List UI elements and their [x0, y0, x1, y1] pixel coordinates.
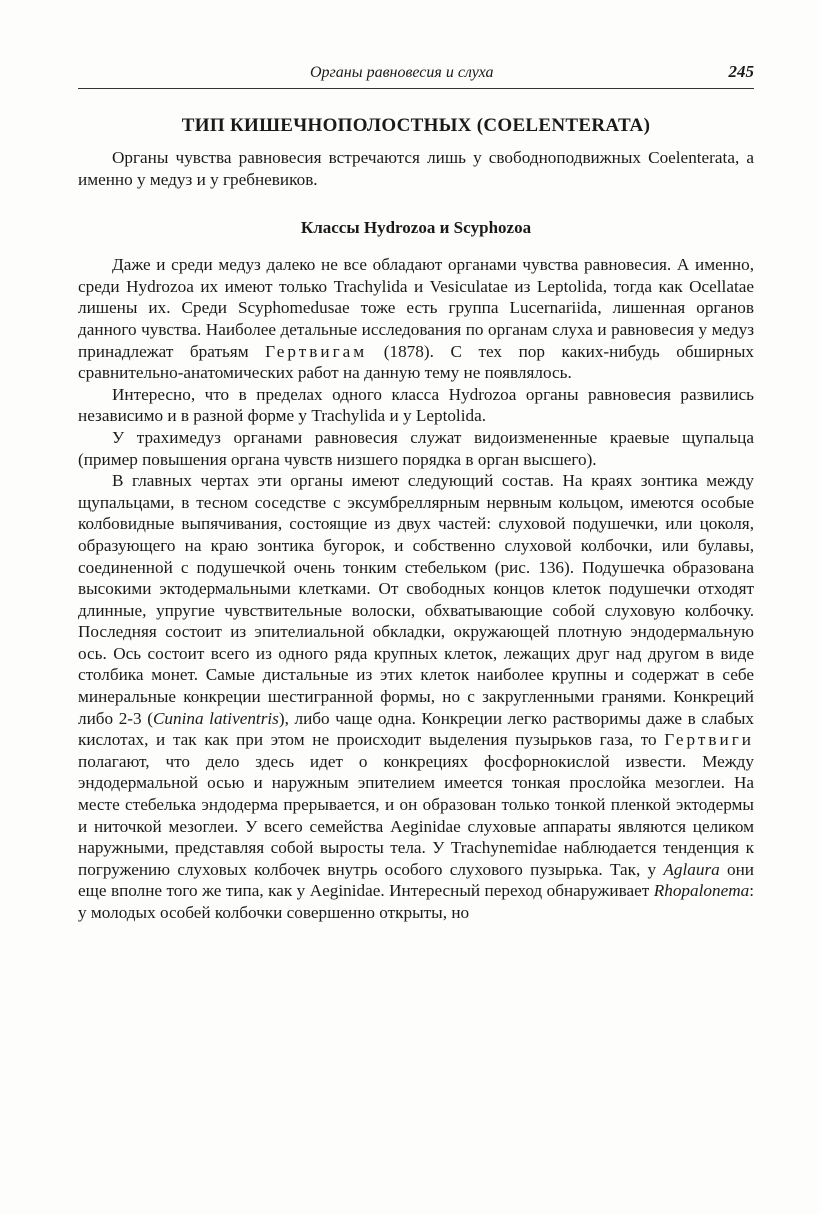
running-header: [78, 62, 754, 89]
paragraph-4-text-d: они еще вполне того же типа, как у Aeginidae. Интересный переход обнаруживает: [78, 859, 754, 901]
paragraph-4: [78, 470, 754, 923]
subsection-title: Классы Hydrozoa и Scyphozoa: [300, 218, 532, 238]
section-title: ТИП КИШЕЧНОПОЛОСТНЫХ (COELENTERATA): [181, 115, 651, 136]
paragraph-1-text-a: Даже и среди медуз далеко не все обладают органами чувства равновесия. А именно, среди Hydrozoa их имеют только Trachylida и Vesiculatae из Leptolida, тогда как Ocellatae лишены их. Среди Scyphomedusae тоже есть группа Lucernariida, лишенная органов данного чувства. Наиболее детальные исследования по органам слуха и равновесия у медуз принадлежат братьям: [78, 255, 754, 361]
paragraph-4-text-c: полагают, что дело здесь идет о конкрециях фосфорнокислой извести. Между эндодермальной осью и наружным эпителием имеется тонкая прослойка мезоглеи. На месте стебелька эндодерма прерывается, и он образован только тонкой пленкой эктодермы и ниточкой мезоглеи. У всего семейства Aeginidae слуховые аппараты являются целиком наружными, представляя собой выросты тела. У Trachynemidae наблюдается тенденция к погружению слуховых колбочек внутрь особого слухового пузырька. Так, у: [78, 751, 754, 879]
paragraph-2: Интересно, что в пределах одного класса Hydrozoa органы равновесия развились независимо и в разной форме у Trachylida и у Leptolida.: [78, 384, 754, 426]
running-title: Органы равновесия и слуха: [310, 64, 494, 81]
species-aglaura: Aglaura: [663, 859, 720, 879]
paragraph-4-text-b: ), либо чаще одна. Конкреции легко растворимы даже в слабых кислотах, и так как при этом не происходит выделения пузырьков газа, то: [78, 708, 755, 750]
paragraph-4-text-a: В главных чертах эти органы имеют следующий состав. На краях зонтика между щупальцами, в тесном соседстве с эксумбреллярным нервным кольцом, имеются особые колбовидные выпячивания, состоящие из двух частей: слуховой подушечки, или цоколя, образующего на краю зонтика бугорок, и собственно слуховой колбочки, или булавы, соединенной с подушечкой очень тонким стебельком (рис. 136). Подушечка образована высокими эктодермальными клетками. От свободных концов клеток подушечки отходят длинные, упругие чувствительные волоски, обхватывающие собой слуховую колбочку. Последняя состоит из эпителиальной обкладки, окружающей плотную эндодермальную ось. Ось состоит всего из одного ряда крупных клеток, лежащих друг над другом в виде столбика монет. Самые дистальные из этих клеток наиболее крупны и содержат в себе минеральные конкреции шестигранной формы, но с закругленными гранями. Конкреций либо 2-3 (: [78, 471, 754, 728]
page: [78, 62, 754, 924]
species-cunina: Cunina lativentris: [152, 708, 279, 728]
paragraph-1-text-b: (1878). С тех пор каких-нибудь обширных сравнительно-анатомических работ на данную тему не появлялось.: [78, 341, 754, 383]
paragraph-3: У трахимедуз органами равновесия служат видоизмененные краевые щупальца (пример повышения органа чувств низшего порядка в орган высшего).: [78, 427, 754, 469]
author-name-hertwigi: Гертвиги: [664, 730, 754, 750]
intro-paragraph: Органы чувства равновесия встречаются лишь у свободноподвижных Coelenterata, а именно у медуз и у гребневиков.: [78, 148, 754, 189]
paragraph-4-text-e: : у молодых особей колбочки совершенно открыты, но: [78, 881, 754, 922]
author-name-hertwig: Гертвигам: [265, 341, 368, 361]
page-number: 245: [728, 62, 754, 81]
species-rhopalonema: Rhopalonema: [653, 881, 750, 901]
paragraph-1: [78, 254, 754, 384]
